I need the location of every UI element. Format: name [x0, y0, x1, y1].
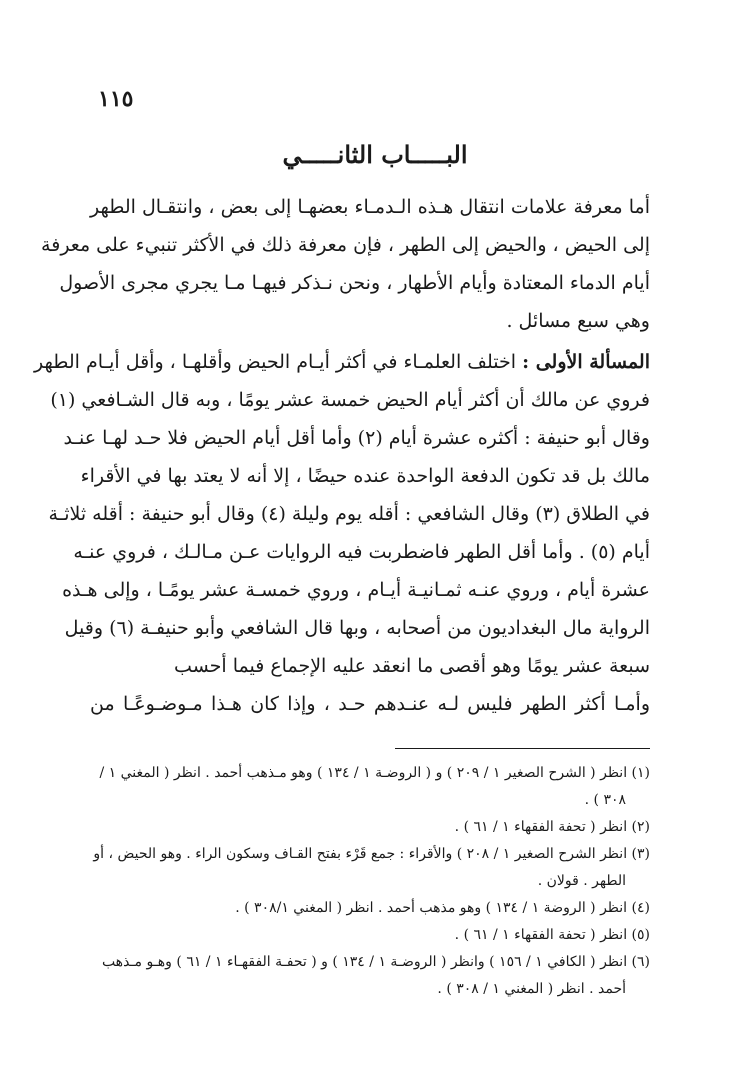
intro-line: إلى الحيض ، والحيض إلى الطهر ، فإن معرفة ذلك في الأكثر تنبيء على معرفة	[41, 234, 650, 256]
footnote-line: ٣٠٨ ) .	[584, 792, 626, 808]
final-line: وأمـا أكثر الطهر فليس لـه عنـدهم حـد ، وإذا كان هـذا مـوضـوعًـا من	[90, 693, 650, 715]
footnote-line: (٢) انظر ( تحفة الفقهاء ١ / ٦١ ) .	[454, 819, 650, 835]
page-number: ١١٥	[98, 86, 134, 112]
chapter-title: البـــــاب الثانـــــي	[282, 140, 468, 169]
footnote-separator	[395, 748, 650, 749]
question-paragraph	[34, 343, 650, 685]
question-line: الرواية مال البغداديون من أصحابه ، وبها قال الشافعي وأبو حنيفـة (٦) وقيل	[64, 617, 650, 639]
intro-line: وهي سبع مسائل .	[506, 310, 650, 332]
question-line: فروي عن مالك أن أكثر أيام الحيض خمسة عشر يومًا ، وبه قال الشـافعي (١)	[50, 389, 650, 411]
footnotes	[90, 760, 650, 1003]
question-line	[34, 343, 650, 381]
intro-paragraph	[41, 188, 650, 340]
question-line-text: اختلف العلمـاء في أكثر أيـام الحيض وأقلهـا ، وأقل أيـام الطهر	[34, 351, 517, 373]
footnote-line: الطهر . قولان .	[537, 873, 626, 889]
final-paragraph	[90, 685, 650, 723]
footnote-line: أحمد . انظر ( المغني ١ / ٣٠٨ ) .	[437, 981, 626, 997]
footnote-line: (٣) انظر الشرح الصغير ١ / ٢٠٨ ) والأقراء : جمع قَرْء بفتح القـاف وسكون الراء . وهو الحيض ، أو	[93, 846, 650, 862]
question-line: مالك بل قد تكون الدفعة الواحدة عنده حيضًا ، إلا أنه لا يعتد بها في الأقراء	[80, 465, 650, 487]
intro-line: أما معرفة علامات انتقال هـذه الـدمـاء بعضهـا إلى بعض ، وانتقـال الطهر	[90, 196, 650, 218]
footnote-line: (٤) انظر ( الروضة ١ / ١٣٤ ) وهو مذهب أحمد . انظر ( المغني ٣٠٨/١ ) .	[235, 900, 650, 916]
intro-line: أيام الدماء المعتادة وأيام الأطهار ، ونحن نـذكر فيهـا مـا يجري مجرى الأصول	[59, 272, 650, 294]
question-line: في الطلاق (٣) وقال الشافعي : أقله يوم وليلة (٤) وقال أبو حنيفة : أقله ثلاثـة	[48, 503, 650, 525]
footnote-line: (٦) انظر ( الكافي ١ / ١٥٦ ) وانظر ( الروضـة ١ / ١٣٤ ) و ( تحفـة الفقهـاء ١ / ٦١ ) وهـو مـذهب	[101, 954, 650, 970]
footnote-line: (٥) انظر ( تحفة الفقهاء ١ / ٦١ ) .	[454, 927, 650, 943]
question-line: أيام (٥) . وأما أقل الطهر فاضطربت فيه الروايات عـن مـالـك ، فروي عنـه	[73, 541, 650, 563]
question-line: وقال أبو حنيفة : أكثره عشرة أيام (٢) وأما أقل أيام الحيض فلا حـد لهـا عنـد	[63, 427, 650, 449]
question-line: سبعة عشر يومًا وهو أقصى ما انعقد عليه الإجماع فيما أحسب	[174, 655, 650, 677]
footnote-line: (١) انظر ( الشرح الصغير ١ / ٢٠٩ ) و ( الروضـة ١ / ١٣٤ ) وهو مـذهب أحمد . انظر ( المغني ١ /	[99, 765, 650, 781]
question-line: عشرة أيام ، وروي عنـه ثمـانيـة أيـام ، وروي خمسـة عشر يومًـا ، وإلى هـذه	[62, 579, 650, 601]
question-lead: المسألة الأولى :	[522, 351, 650, 373]
